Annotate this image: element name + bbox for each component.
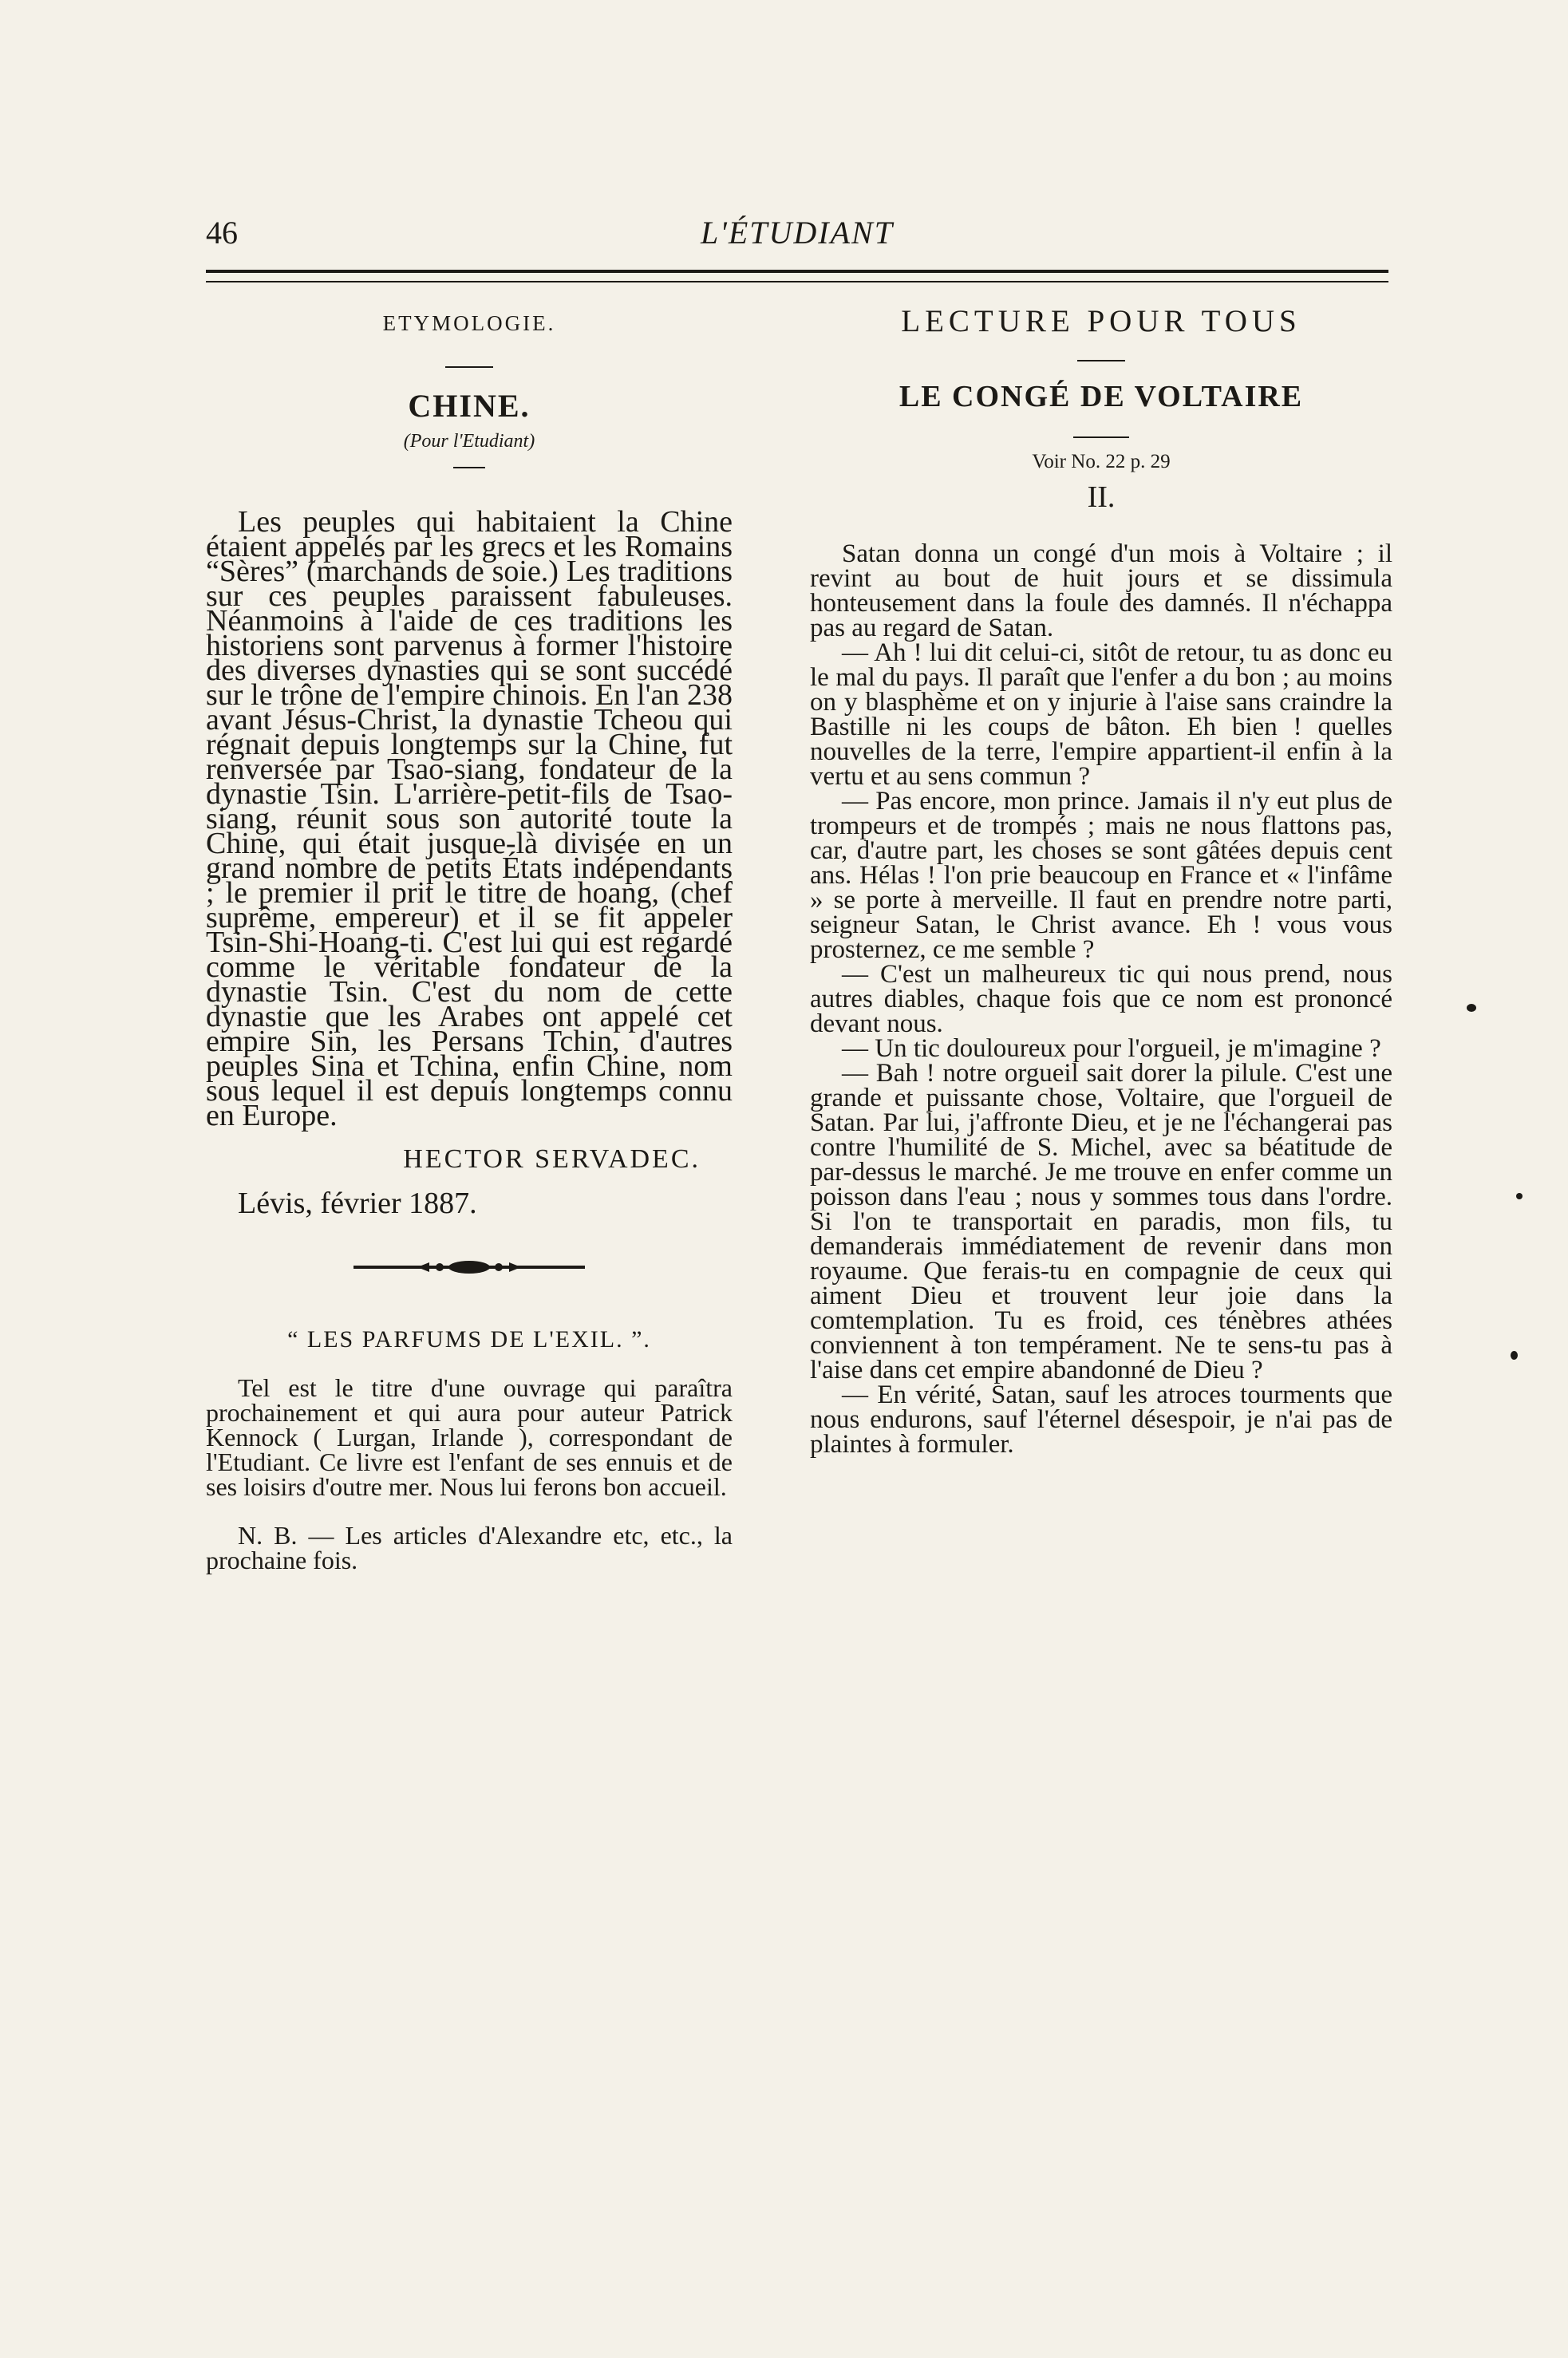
header-rule xyxy=(206,270,1388,273)
article-paragraph: — Bah ! notre orgueil sait dorer la pilule. C'est une grande et puissante chose, Voltaire, que l'orgueil de Satan. Par lui, j'affronte Dieu, et je ne l'échangerai pas contre l'humilité de S. Michel, avec sa béatitude de par-dessus le marché. Je me trouve en enfer comme un poisson dans l'eau ; nous y sommes tous dans l'ordre. Si l'on te transportait en paradis, mon fils, tu demanderais immédiatement de revenir dans mon royaume. Que ferais-tu en compagnie de ceux qui aiment Dieu et trouvent leur joie dans la comtemplation. Tu es froid, ces ténèbres athées conviennent à ton tempérament. Ne te sens-tu pas à l'aise dans cet empire abandonné de Dieu ? xyxy=(810,1059,1392,1384)
dateline: Lévis, février 1887. xyxy=(238,1187,477,1220)
notice-nb: N. B. — Les articles d'Alexandre etc, etc., la prochaine fois. xyxy=(206,1521,733,1574)
section-label: ETYMOLOGIE. xyxy=(382,311,556,335)
scan-speck xyxy=(1467,1004,1476,1012)
notice-title: “ LES PARFUMS DE L'EXIL. ”. xyxy=(287,1326,651,1353)
right-column xyxy=(810,303,1392,1457)
section-label: LECTURE POUR TOUS xyxy=(901,304,1301,338)
journal-title: L'ÉTUDIANT xyxy=(701,215,894,251)
article-paragraph: — Ah ! lui dit celui-ci, sitôt de retour, tu as donc eu le mal du pays. Il paraît que l'enfer a du bon ; au moins on y blasphème et on y injurie à l'aise sans craindre la Bastille ni les coups de bâton. Eh bien ! quelles nouvelles de la terre, l'empire appartient-il enfin à la vertu et au sens commun ? xyxy=(810,638,1392,791)
article-body xyxy=(206,505,733,1132)
ornament-divider xyxy=(353,1258,585,1277)
article-reference: Voir No. 22 p. 29 xyxy=(1032,451,1171,472)
header-rule xyxy=(206,281,1388,282)
scan-speck xyxy=(1516,1193,1523,1199)
short-rule xyxy=(445,366,493,368)
short-rule xyxy=(453,467,485,468)
article-paragraph: Satan donna un congé d'un mois à Voltaire ; il revint au bout de huit jours et se dissimula honteusement dans la foule des damnés. Il n'échappa pas au regard de Satan. xyxy=(810,539,1392,642)
notice-body xyxy=(206,1373,733,1574)
short-rule xyxy=(1077,360,1125,361)
notice-paragraph: Tel est le titre d'une ouvrage qui paraîtra prochainement et qui aura pour auteur Patrick Kennock ( Lurgan, Irlande ), correspondant de l'Etudiant. Ce livre est l'enfant de ses ennuis et de ses loisirs d'outre mer. Nous lui ferons bon accueil. xyxy=(206,1373,733,1501)
author-signature: HECTOR SERVADEC. xyxy=(403,1144,701,1174)
article-paragraph: — C'est un malheureux tic qui nous prend, nous autres diables, chaque fois que ce nom est prononcé devant nous. xyxy=(810,960,1392,1038)
article-paragraph: — Pas encore, mon prince. Jamais il n'y eut plus de trompeurs et de trompés ; mais ne nous flattons pas, car, d'autre part, les choses se sont gâtées depuis cent ans. Hélas ! l'on prie beaucoup en France et « l'infâme » se porte à merveille. Il faut en prendre notre parti, seigneur Satan, le Christ avance. Eh ! vous vous prosternez, ce me semble ? xyxy=(810,787,1392,964)
article-paragraph: — Un tic douloureux pour l'orgueil, je m'imagine ? xyxy=(842,1034,1381,1063)
short-rule xyxy=(1073,436,1129,438)
article-paragraph: — En vérité, Satan, sauf les atroces tourments que nous endurons, sauf l'éternel désespoir, je n'ai pas de plaintes à formuler. xyxy=(810,1380,1392,1459)
page-header xyxy=(206,214,1388,270)
scan-speck xyxy=(1511,1351,1518,1360)
article-paragraph: Les peuples qui habitaient la Chine étaient appelés par les grecs et les Romains “Sères” (marchands de soie.) Les traditions sur ces peuples paraissent fabuleuses. Néanmoins à l'aide de ces traditions les historiens sont parvenus à former l'histoire des diverses dynasties qui se sont succédé sur le trône de l'empire chinois. En l'an 238 avant Jésus-Christ, la dynastie Tcheou qui régnait depuis longtemps sur la Chine, fut renversée par Tsao-siang, fondateur de la dynastie Tsin. L'arrière-petit-fils de Tsao-siang, réunit sous son autorité toute la Chine, qui était jusque-là divisée en un grand nombre de petits États indépendants ; le premier il prit le titre de hoang, (chef suprême, empereur) et il se fit appeler Tsin-Shi-Hoang-ti. C'est lui qui est regardé comme le véritable fondateur de la dynastie Tsin. C'est du nom de cette dynastie que les Arabes ont appelé cet empire Sin, les Persans Tchin, d'autres peuples Sina et Tchina, enfin Chine, nom sous lequel il est depuis longtemps connu en Europe. xyxy=(206,505,733,1132)
left-column xyxy=(206,303,733,1573)
article-body xyxy=(810,539,1392,1459)
article-title: LE CONGÉ DE VOLTAIRE xyxy=(899,380,1304,413)
page-number: 46 xyxy=(206,215,238,251)
article-subtitle: (Pour l'Etudiant) xyxy=(403,431,535,452)
article-title: CHINE. xyxy=(408,388,531,424)
chapter-number: II. xyxy=(1087,480,1116,514)
